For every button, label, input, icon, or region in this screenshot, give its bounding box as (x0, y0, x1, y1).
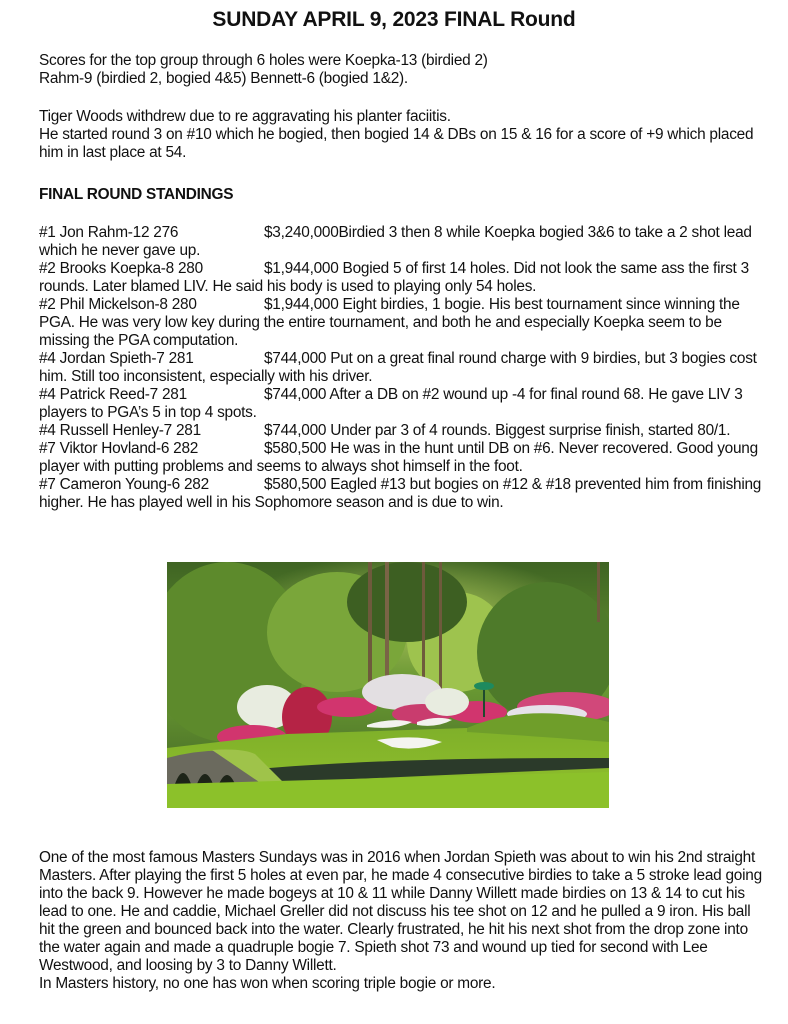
umbrella-pole (483, 687, 485, 717)
golf-course-photo (167, 562, 609, 808)
umbrella (474, 682, 494, 690)
standings-list (39, 224, 769, 512)
standing-note: After a DB on #2 wound up -4 for final round 68. He gave LIV 3 players to PGA’s 5 in top 4 spots. (39, 386, 743, 421)
tree-trunk (439, 562, 442, 692)
prize-money: $3,240,000 (264, 224, 339, 241)
player-score: #7 Viktor Hovland-6 282 (39, 440, 199, 457)
story-text: One of the most famous Masters Sundays was in 2016 when Jordan Spieth was about to win his 2nd straight Masters. After playing the first 5 holes at even par, he made 4 consecutive birdies to take a 5 stroke lead going into the back 9. However he made bogeys at 10 & 11 while Danny Willett made birdies on 13 & 14 to cut his lead to one. He and caddie, Michael Greller did not discuss his tee shot on 12 and he pulled a 9 iron. His ball hit the green and bounced back into the water. Clearly frustrated, he hit his next shot from the drop zone into the water again and made a quadruple bogie 7. Spieth shot 73 and wound up tied for second with Lee Westwood, and loosing by 3 to Danny Willett. (39, 849, 762, 974)
standing-note: Eight birdies, 1 bogie. His best tournament since winning the PGA. He was very low key during the entire tournament, and both he and especially Koepka seem to be missing the PGA computation. (39, 296, 740, 349)
dogwood (425, 688, 469, 716)
intro-paragraph (39, 52, 769, 88)
intro-line: Rahm-9 (birdied 2, bogied 4&5) Bennett-6 (bogied 1&2). (39, 70, 408, 87)
golf-course-illustration (167, 562, 609, 808)
player-score: #7 Cameron Young-6 282 (39, 476, 209, 493)
tiger-line: He started round 3 on #10 which he bogied, then bogied 14 & DBs on 15 & 16 for a score of +9 which placed him in last place at 54. (39, 126, 754, 161)
player-score: #4 Russell Henley-7 281 (39, 422, 201, 439)
standing-entry (39, 440, 769, 476)
prize-money: $580,500 (264, 440, 327, 457)
standing-note: Eagled #13 but bogies on #12 & #18 prevented him from finishing higher. He has played well in his Sophomore season and is due to win. (39, 476, 762, 511)
intro-line: Scores for the top group through 6 holes were Koepka-13 (birdied 2) (39, 52, 488, 69)
standing-entry (39, 476, 769, 512)
story-paragraph (39, 849, 769, 993)
standing-entry (39, 260, 769, 296)
standing-entry (39, 386, 769, 422)
player-score: #4 Patrick Reed-7 281 (39, 386, 187, 403)
prize-money: $744,000 (264, 350, 327, 367)
standings-heading: FINAL ROUND STANDINGS (39, 186, 234, 203)
prize-money: $1,944,000 (264, 260, 339, 277)
standing-entry (39, 224, 769, 260)
prize-money: $744,000 (264, 386, 327, 403)
prize-money: $580,500 (264, 476, 327, 493)
standing-entry (39, 296, 769, 350)
tree-trunk (385, 562, 389, 687)
tree-trunk (597, 562, 600, 622)
standing-note: He was in the hunt until DB on #6. Never recovered. Good young player with putting problems and seems to always shot himself in the foot. (39, 440, 758, 475)
player-score: #2 Phil Mickelson-8 280 (39, 296, 197, 313)
prize-money: $744,000 (264, 422, 327, 439)
standing-note: Under par 3 of 4 rounds. Biggest surprise finish, started 80/1. (326, 422, 731, 439)
standing-note: Birdied 3 then 8 while Koepka bogied 3&6 to take a 2 shot lead which he never gave up. (39, 224, 752, 259)
story-closing: In Masters history, no one has won when scoring triple bogie or more. (39, 975, 496, 992)
standing-note: Put on a great final round charge with 9 birdies, but 3 bogies cost him. Still too inconsistent, especially with his driver. (39, 350, 757, 385)
standing-note: Bogied 5 of first 14 holes. Did not look the same ass the first 3 rounds. Later blamed LIV. He said his body is used to playing only 54 holes. (39, 260, 749, 295)
tiger-line: Tiger Woods withdrew due to re aggravating his planter faciitis. (39, 108, 451, 125)
tree-trunk (422, 562, 425, 682)
player-score: #4 Jordan Spieth-7 281 (39, 350, 194, 367)
tiger-paragraph (39, 108, 769, 162)
standing-entry (39, 350, 769, 386)
page-title: SUNDAY APRIL 9, 2023 FINAL Round (212, 8, 576, 31)
standing-entry (39, 422, 769, 440)
player-score: #1 Jon Rahm-12 276 (39, 224, 179, 241)
prize-money: $1,944,000 (264, 296, 339, 313)
player-score: #2 Brooks Koepka-8 280 (39, 260, 203, 277)
